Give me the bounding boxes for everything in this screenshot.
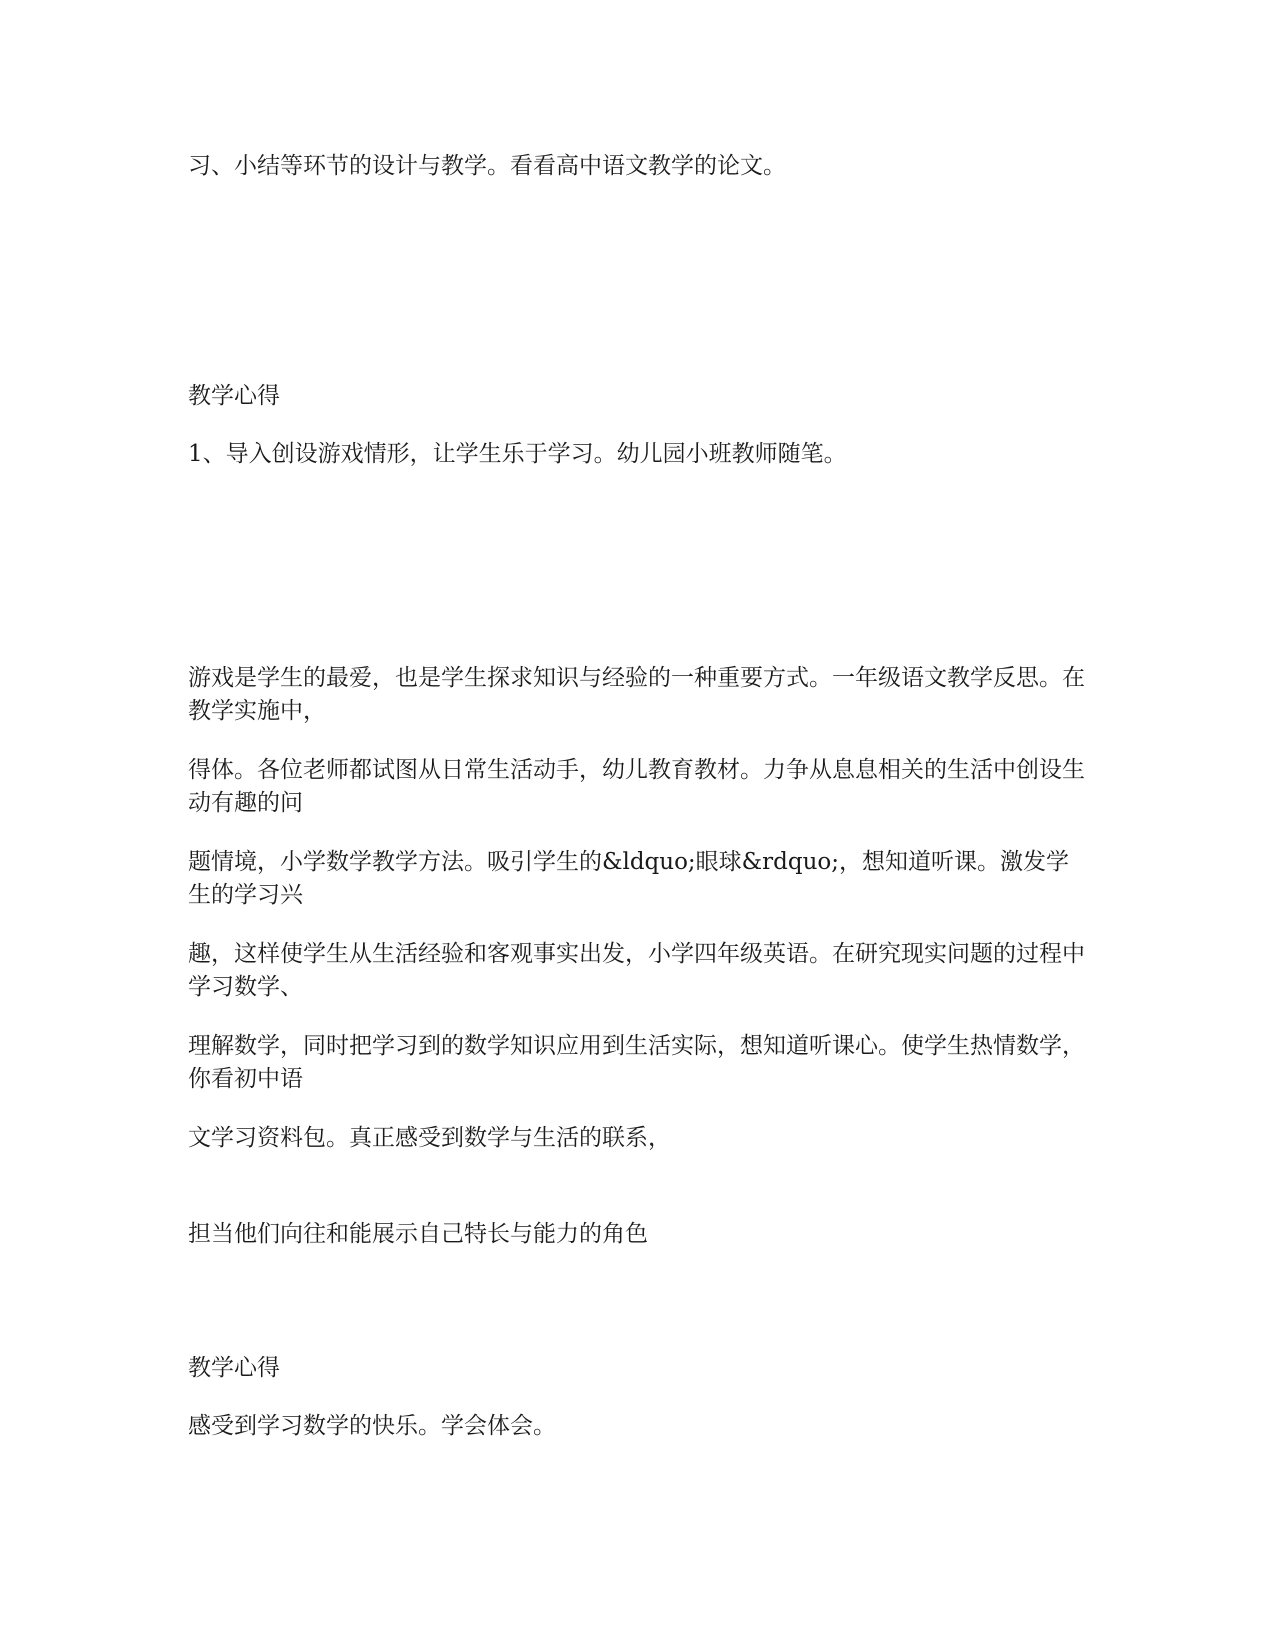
paragraph-10: 感受到学习数学的快乐。学会体会。 bbox=[188, 1413, 556, 1439]
paragraph-3: 游戏是学生的最爱，也是学生探求知识与经验的一种重要方式。一年级语文教学反思。在教学实施中， bbox=[188, 665, 1085, 724]
section-heading-2: 教学心得 bbox=[188, 1355, 280, 1381]
paragraph-1: 习、小结等环节的设计与教学。看看高中语文教学的论文。 bbox=[188, 153, 786, 179]
paragraph-7: 理解数学，同时把学习到的数学知识应用到生活实际，想知道听课心。使学生热情数学，你看初中语 bbox=[188, 1033, 1085, 1092]
paragraph-4: 得体。各位老师都试图从日常生活动手，幼儿教育教材。力争从息息相关的生活中创设生动有趣的问 bbox=[188, 757, 1085, 816]
paragraph-5: 题情境，小学数学教学方法。吸引学生的&ldquo;眼球&rdquo;，想知道听课。激发学生的学习兴 bbox=[188, 849, 1070, 908]
paragraph-6: 趣，这样使学生从生活经验和客观事实出发，小学四年级英语。在研究现实问题的过程中学习数学、 bbox=[188, 941, 1085, 1000]
paragraph-8: 文学习资料包。真正感受到数学与生活的联系， bbox=[188, 1125, 671, 1151]
paragraph-9: 担当他们向往和能展示自己特长与能力的角色 bbox=[188, 1221, 648, 1247]
paragraph-2: 1、导入创设游戏情形，让学生乐于学习。幼儿园小班教师随笔。 bbox=[188, 441, 847, 467]
section-heading-1: 教学心得 bbox=[188, 383, 280, 409]
